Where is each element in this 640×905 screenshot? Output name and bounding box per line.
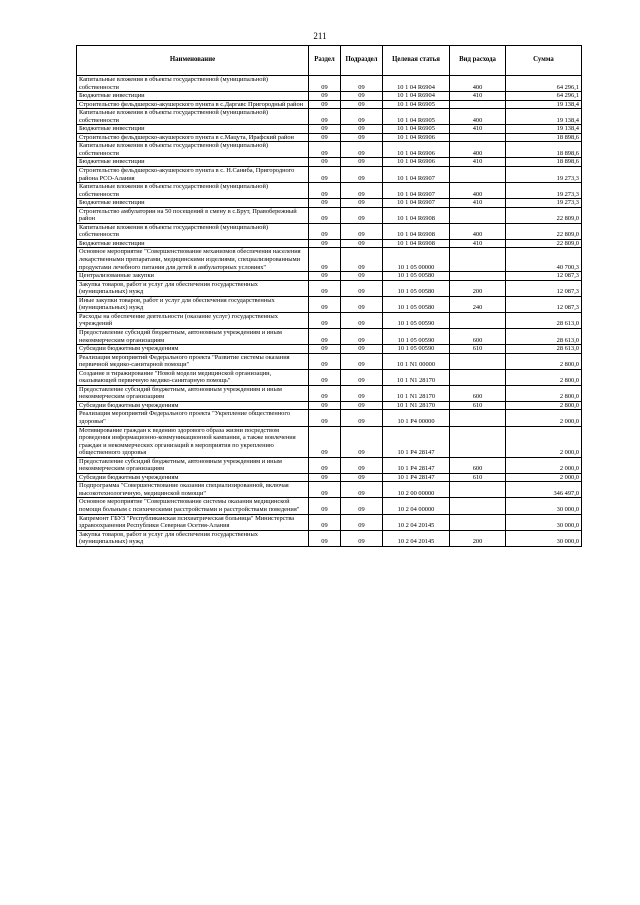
- cell-section: 09: [309, 530, 341, 546]
- cell-expense-type: 400: [450, 183, 506, 199]
- table-row: [77, 133, 582, 142]
- cell-target-article: 10 1 05 00580: [383, 272, 450, 281]
- cell-expense-type: 410: [450, 125, 506, 134]
- table-row: [77, 369, 582, 385]
- cell-section: 09: [309, 92, 341, 101]
- cell-amount: 18 898,6: [506, 158, 582, 167]
- cell-subsection: 09: [341, 239, 383, 248]
- cell-section: 09: [309, 312, 341, 328]
- cell-name: Капитальные вложения в объекты государственной (муниципальной) собственности: [77, 183, 309, 199]
- cell-name: Капитальные вложения в объекты государственной (муниципальной) собственности: [77, 109, 309, 125]
- table-row: [77, 401, 582, 410]
- table-row: [77, 345, 582, 354]
- cell-target-article: 10 1 N1 28170: [383, 401, 450, 410]
- cell-name: Создание и тиражирование "Новой модели медицинской организации, оказывающей первичную медико-санитарную помощь": [77, 369, 309, 385]
- table-row: [77, 207, 582, 223]
- table-row: [77, 76, 582, 92]
- cell-section: 09: [309, 183, 341, 199]
- table-row: [77, 272, 582, 281]
- cell-subsection: 09: [341, 109, 383, 125]
- cell-target-article: 10 1 05 00580: [383, 280, 450, 296]
- cell-target-article: 10 1 P4 00000: [383, 410, 450, 426]
- cell-expense-type: [450, 353, 506, 369]
- cell-subsection: 09: [341, 207, 383, 223]
- cell-amount: 30 000,0: [506, 514, 582, 530]
- cell-expense-type: 610: [450, 345, 506, 354]
- cell-section: 09: [309, 100, 341, 109]
- cell-subsection: 09: [341, 473, 383, 482]
- cell-amount: 2 800,0: [506, 401, 582, 410]
- cell-target-article: 10 1 04 R6905: [383, 100, 450, 109]
- cell-amount: 22 809,0: [506, 239, 582, 248]
- cell-name: Предоставление субсидий бюджетным, автономным учреждениям и иным некоммерческим организациям: [77, 328, 309, 344]
- cell-target-article: 10 1 04 R6905: [383, 109, 450, 125]
- table-row: [77, 473, 582, 482]
- cell-section: 09: [309, 514, 341, 530]
- cell-name: Субсидии бюджетным учреждениям: [77, 473, 309, 482]
- cell-expense-type: 400: [450, 76, 506, 92]
- cell-subsection: 09: [341, 401, 383, 410]
- header-name: Наименование: [77, 46, 309, 76]
- cell-section: 09: [309, 125, 341, 134]
- cell-subsection: 09: [341, 199, 383, 208]
- table-row: [77, 223, 582, 239]
- header-section: Раздел: [309, 46, 341, 76]
- cell-target-article: 10 2 04 20145: [383, 530, 450, 546]
- budget-table: [76, 45, 582, 547]
- cell-amount: 2 000,0: [506, 473, 582, 482]
- cell-name: Реализация мероприятий Федерального проекта "Развитие системы оказания первичной медико-санитарной помощи": [77, 353, 309, 369]
- table-row: [77, 498, 582, 514]
- cell-subsection: 09: [341, 100, 383, 109]
- header-expense-type: Вид расхода: [450, 46, 506, 76]
- cell-name: Закупка товаров, работ и услуг для обеспечения государственных (муниципальных) нужд: [77, 530, 309, 546]
- table-row: [77, 457, 582, 473]
- cell-name: Строительство фельдшерско-акушерского пункта в с.Даргавс Пригородный район: [77, 100, 309, 109]
- table-row: [77, 100, 582, 109]
- cell-subsection: 09: [341, 183, 383, 199]
- cell-name: Мотивирование граждан к ведению здорового образа жизни посредством проведения информационно-коммуникационной кампании, а также вовлечения граждан и некоммерческих организаций в мероприятия по укреплению общественного здоровья: [77, 426, 309, 457]
- cell-amount: 346 497,0: [506, 482, 582, 498]
- cell-name: Бюджетные инвестиции: [77, 199, 309, 208]
- cell-subsection: 09: [341, 498, 383, 514]
- cell-subsection: 09: [341, 133, 383, 142]
- cell-section: 09: [309, 457, 341, 473]
- cell-target-article: 10 1 05 00590: [383, 312, 450, 328]
- cell-amount: 64 296,1: [506, 76, 582, 92]
- cell-section: 09: [309, 385, 341, 401]
- cell-target-article: 10 1 04 R6905: [383, 125, 450, 134]
- cell-name: Подпрограмма "Совершенствование оказания специализированной, включая высокотехнологичную, медицинской помощи": [77, 482, 309, 498]
- cell-expense-type: [450, 498, 506, 514]
- cell-section: 09: [309, 369, 341, 385]
- cell-subsection: 09: [341, 125, 383, 134]
- cell-amount: 22 809,0: [506, 207, 582, 223]
- cell-name: Основное мероприятие "Совершенствование системы оказания медицинской помощи больным с психическими расстройствами и расстройствами поведения": [77, 498, 309, 514]
- cell-target-article: 10 1 04 R6907: [383, 167, 450, 183]
- cell-expense-type: 610: [450, 401, 506, 410]
- cell-name: Бюджетные инвестиции: [77, 239, 309, 248]
- cell-section: 09: [309, 353, 341, 369]
- cell-section: 09: [309, 167, 341, 183]
- cell-name: Предоставление субсидий бюджетным, автономным учреждениям и иным некоммерческим организациям: [77, 457, 309, 473]
- table-row: [77, 426, 582, 457]
- cell-expense-type: 400: [450, 142, 506, 158]
- cell-section: 09: [309, 207, 341, 223]
- cell-expense-type: [450, 100, 506, 109]
- cell-section: 09: [309, 482, 341, 498]
- cell-target-article: 10 1 P4 28147: [383, 473, 450, 482]
- table-body: [77, 76, 582, 547]
- cell-subsection: 09: [341, 272, 383, 281]
- table-row: [77, 109, 582, 125]
- table-row: [77, 385, 582, 401]
- cell-amount: 28 613,0: [506, 328, 582, 344]
- cell-subsection: 09: [341, 158, 383, 167]
- cell-subsection: 09: [341, 426, 383, 457]
- cell-amount: 19 273,3: [506, 167, 582, 183]
- cell-amount: 2 800,0: [506, 385, 582, 401]
- cell-name: Субсидии бюджетным учреждениям: [77, 345, 309, 354]
- table-row: [77, 530, 582, 546]
- cell-target-article: 10 1 P4 28147: [383, 457, 450, 473]
- header-subsection: Подраздел: [341, 46, 383, 76]
- table-row: [77, 142, 582, 158]
- cell-subsection: 09: [341, 353, 383, 369]
- cell-expense-type: [450, 410, 506, 426]
- cell-name: Иные закупки товаров, работ и услуг для обеспечения государственных (муниципальных) нужд: [77, 296, 309, 312]
- table-row: [77, 353, 582, 369]
- cell-subsection: 09: [341, 296, 383, 312]
- cell-expense-type: 600: [450, 328, 506, 344]
- table-row: [77, 248, 582, 272]
- cell-name: Субсидии бюджетным учреждениям: [77, 401, 309, 410]
- cell-name: Бюджетные инвестиции: [77, 158, 309, 167]
- cell-section: 09: [309, 248, 341, 272]
- cell-target-article: 10 1 04 R6904: [383, 92, 450, 101]
- cell-name: Капитальные вложения в объекты государственной (муниципальной) собственности: [77, 142, 309, 158]
- table-row: [77, 482, 582, 498]
- cell-expense-type: [450, 207, 506, 223]
- cell-expense-type: 240: [450, 296, 506, 312]
- cell-name: Расходы на обеспечение деятельности (оказание услуг) государственных учреждений: [77, 312, 309, 328]
- cell-subsection: 09: [341, 385, 383, 401]
- cell-amount: 12 087,3: [506, 296, 582, 312]
- cell-target-article: 10 2 00 00000: [383, 482, 450, 498]
- cell-expense-type: [450, 514, 506, 530]
- cell-expense-type: 400: [450, 109, 506, 125]
- cell-name: Капитальные вложения в объекты государственной (муниципальной) собственности: [77, 223, 309, 239]
- table-row: [77, 125, 582, 134]
- cell-section: 09: [309, 223, 341, 239]
- cell-section: 09: [309, 280, 341, 296]
- page-number: 211: [313, 31, 327, 41]
- cell-name: Предоставление субсидий бюджетным, автономным учреждениям и иным некоммерческим организациям: [77, 385, 309, 401]
- cell-expense-type: 410: [450, 92, 506, 101]
- cell-amount: 18 898,6: [506, 133, 582, 142]
- cell-expense-type: 200: [450, 280, 506, 296]
- cell-target-article: 10 1 05 00590: [383, 328, 450, 344]
- cell-expense-type: [450, 272, 506, 281]
- cell-subsection: 09: [341, 248, 383, 272]
- cell-name: Реализация мероприятий Федерального проекта "Укрепление общественного здоровья": [77, 410, 309, 426]
- cell-target-article: 10 1 04 R6906: [383, 158, 450, 167]
- cell-subsection: 09: [341, 223, 383, 239]
- cell-expense-type: [450, 167, 506, 183]
- cell-expense-type: 600: [450, 385, 506, 401]
- table-row: [77, 158, 582, 167]
- cell-subsection: 09: [341, 312, 383, 328]
- cell-name: Бюджетные инвестиции: [77, 92, 309, 101]
- cell-amount: 30 000,0: [506, 530, 582, 546]
- cell-target-article: 10 1 P4 28147: [383, 426, 450, 457]
- table-header: [77, 46, 582, 76]
- cell-expense-type: 410: [450, 158, 506, 167]
- cell-target-article: 10 2 04 00000: [383, 498, 450, 514]
- cell-amount: 18 898,6: [506, 142, 582, 158]
- cell-section: 09: [309, 296, 341, 312]
- cell-section: 09: [309, 76, 341, 92]
- cell-subsection: 09: [341, 328, 383, 344]
- cell-expense-type: [450, 312, 506, 328]
- table-row: [77, 514, 582, 530]
- cell-subsection: 09: [341, 530, 383, 546]
- cell-expense-type: 200: [450, 530, 506, 546]
- cell-target-article: 10 1 04 R6908: [383, 223, 450, 239]
- header-target-article: Целевая статья: [383, 46, 450, 76]
- cell-section: 09: [309, 272, 341, 281]
- cell-section: 09: [309, 158, 341, 167]
- cell-expense-type: 400: [450, 223, 506, 239]
- cell-name: Строительство фельдшерско-акушерского пункта в с. Н.Саниба, Пригородного района РСО-Алания: [77, 167, 309, 183]
- cell-name: Централизованные закупки: [77, 272, 309, 281]
- table-row: [77, 167, 582, 183]
- cell-subsection: 09: [341, 369, 383, 385]
- cell-section: 09: [309, 328, 341, 344]
- cell-section: 09: [309, 109, 341, 125]
- cell-target-article: 10 1 05 00000: [383, 248, 450, 272]
- cell-amount: 22 809,0: [506, 223, 582, 239]
- cell-name: Строительство амбулатории на 50 посещений в смену в с.Брут, Правобережный район: [77, 207, 309, 223]
- cell-section: 09: [309, 133, 341, 142]
- cell-amount: 2 000,0: [506, 410, 582, 426]
- cell-amount: 2 000,0: [506, 457, 582, 473]
- cell-amount: 64 296,1: [506, 92, 582, 101]
- cell-amount: 2 000,0: [506, 426, 582, 457]
- table-row: [77, 92, 582, 101]
- table-row: [77, 410, 582, 426]
- cell-name: Основное мероприятие "Совершенствование механизмов обеспечения населения лекарственными препаратами, медицинскими изделиями, специализированными продуктами лечебного питания для детей в амбулаторных условиях": [77, 248, 309, 272]
- cell-section: 09: [309, 199, 341, 208]
- cell-name: Бюджетные инвестиции: [77, 125, 309, 134]
- cell-amount: 12 087,3: [506, 272, 582, 281]
- cell-target-article: 10 1 N1 28170: [383, 385, 450, 401]
- cell-expense-type: 600: [450, 457, 506, 473]
- cell-subsection: 09: [341, 457, 383, 473]
- table-row: [77, 183, 582, 199]
- cell-section: 09: [309, 345, 341, 354]
- cell-target-article: 10 1 04 R6908: [383, 207, 450, 223]
- cell-amount: 28 613,0: [506, 345, 582, 354]
- cell-subsection: 09: [341, 345, 383, 354]
- cell-expense-type: [450, 369, 506, 385]
- cell-amount: 19 273,3: [506, 199, 582, 208]
- table-row: [77, 312, 582, 328]
- cell-target-article: 10 1 05 00590: [383, 345, 450, 354]
- cell-name: Закупка товаров, работ и услуг для обеспечения государственных (муниципальных) нужд: [77, 280, 309, 296]
- cell-name: Капремонт ГБУЗ "Республиканская психиатрическая больница" Министерства здравоохранения Республики Северная Осетия-Алания: [77, 514, 309, 530]
- cell-expense-type: [450, 133, 506, 142]
- cell-subsection: 09: [341, 482, 383, 498]
- cell-target-article: 10 1 N1 00000: [383, 353, 450, 369]
- cell-amount: 19 138,4: [506, 100, 582, 109]
- cell-name: Строительство фельдшерско-акушерского пункта в с.Мацута, Ирафский район: [77, 133, 309, 142]
- cell-target-article: 10 1 N1 28170: [383, 369, 450, 385]
- cell-section: 09: [309, 473, 341, 482]
- cell-subsection: 09: [341, 410, 383, 426]
- cell-target-article: 10 1 04 R6906: [383, 142, 450, 158]
- cell-target-article: 10 1 04 R6906: [383, 133, 450, 142]
- table-row: [77, 199, 582, 208]
- cell-expense-type: 410: [450, 239, 506, 248]
- table-row: [77, 296, 582, 312]
- cell-section: 09: [309, 498, 341, 514]
- cell-target-article: 10 1 05 00580: [383, 296, 450, 312]
- cell-amount: 2 800,0: [506, 353, 582, 369]
- cell-section: 09: [309, 401, 341, 410]
- cell-subsection: 09: [341, 167, 383, 183]
- table-row: [77, 239, 582, 248]
- cell-target-article: 10 1 04 R6904: [383, 76, 450, 92]
- cell-target-article: 10 1 04 R6908: [383, 239, 450, 248]
- header-row: [77, 46, 582, 76]
- cell-expense-type: [450, 482, 506, 498]
- cell-subsection: 09: [341, 280, 383, 296]
- cell-subsection: 09: [341, 76, 383, 92]
- table-row: [77, 328, 582, 344]
- cell-amount: 28 613,0: [506, 312, 582, 328]
- cell-amount: 19 138,4: [506, 125, 582, 134]
- cell-expense-type: [450, 248, 506, 272]
- cell-target-article: 10 2 04 20145: [383, 514, 450, 530]
- cell-expense-type: 410: [450, 199, 506, 208]
- cell-section: 09: [309, 239, 341, 248]
- cell-target-article: 10 1 04 R6907: [383, 199, 450, 208]
- header-amount: Сумма: [506, 46, 582, 76]
- cell-subsection: 09: [341, 514, 383, 530]
- cell-expense-type: [450, 426, 506, 457]
- cell-target-article: 10 1 04 R6907: [383, 183, 450, 199]
- cell-expense-type: 610: [450, 473, 506, 482]
- cell-section: 09: [309, 426, 341, 457]
- cell-name: Капитальные вложения в объекты государственной (муниципальной) собственности: [77, 76, 309, 92]
- cell-amount: 19 138,4: [506, 109, 582, 125]
- cell-subsection: 09: [341, 92, 383, 101]
- cell-amount: 19 273,3: [506, 183, 582, 199]
- cell-section: 09: [309, 142, 341, 158]
- cell-section: 09: [309, 410, 341, 426]
- cell-subsection: 09: [341, 142, 383, 158]
- cell-amount: 12 087,3: [506, 280, 582, 296]
- cell-amount: 40 700,3: [506, 248, 582, 272]
- cell-amount: 2 800,0: [506, 369, 582, 385]
- table-row: [77, 280, 582, 296]
- cell-amount: 30 000,0: [506, 498, 582, 514]
